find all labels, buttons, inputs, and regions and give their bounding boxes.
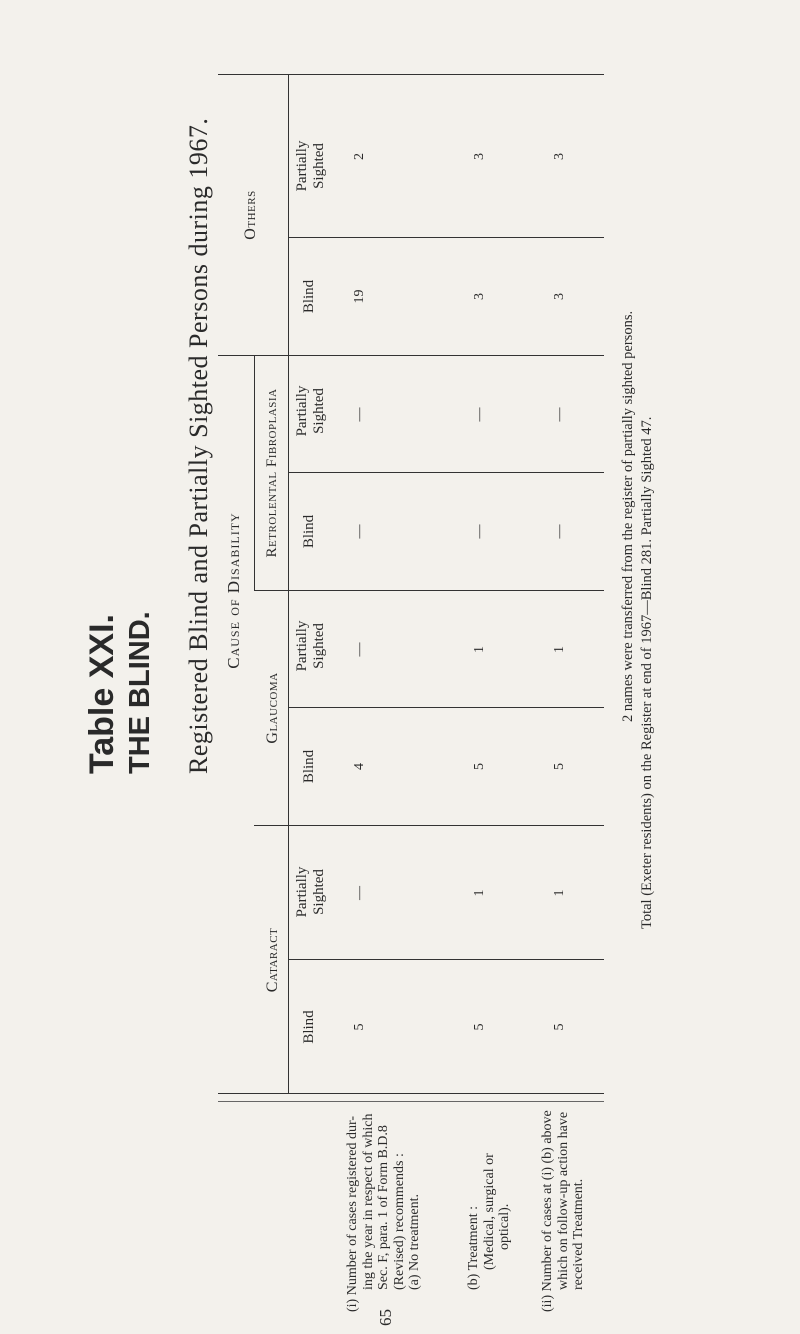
table-cell: — (352, 886, 367, 900)
table-cell: 1 (472, 646, 487, 653)
group-header-underline (288, 75, 289, 1094)
table-cell: 1 (552, 646, 567, 653)
subheader-partially-sighted: Partially Sighted (294, 866, 327, 918)
table-cell: 5 (552, 763, 567, 770)
group-header-others: Others (242, 190, 259, 240)
table-cell: 5 (552, 1023, 567, 1031)
table-cell: 1 (472, 889, 487, 897)
table-cell: — (352, 524, 367, 539)
blind-persons-table (218, 74, 604, 1094)
cause-of-disability-header: Cause of Disability (224, 512, 243, 669)
table-cell: 19 (352, 289, 367, 304)
table-cell: 3 (552, 293, 567, 300)
table-cell: — (352, 407, 367, 422)
table-cell: — (352, 642, 367, 657)
row-label-i-b: (b) Treatment : (Medical, surgical or optical). (466, 1153, 512, 1290)
footnote-total: Total (Exeter residents) on the Register at end of 1967—Blind 281. Partially Sighted 47. (639, 416, 655, 929)
table-cell: 3 (472, 293, 487, 300)
row-label-divider (218, 1101, 604, 1102)
subheader-partially-sighted: Partially Sighted (294, 620, 327, 672)
subheader-blind: Blind (301, 514, 317, 549)
subheader-blind: Blind (301, 279, 317, 314)
table-cell: — (552, 524, 567, 539)
table-cell: 4 (352, 763, 367, 770)
table-cell: — (472, 524, 487, 539)
table-cell: 5 (472, 763, 487, 770)
group-header-retrolental-fibroplasia: Retrolental Fibroplasia (264, 388, 280, 558)
group-header-glaucoma: Glaucoma (264, 672, 281, 744)
subheader-blind: Blind (301, 749, 317, 784)
cause-header-underline (254, 356, 255, 591)
page-number: 65 (376, 1309, 395, 1326)
table-label: Table XXI. (83, 614, 121, 774)
table-cell: 5 (352, 1023, 367, 1031)
table-cell: — (472, 407, 487, 422)
table-cell: 5 (472, 1023, 487, 1031)
footnote-transfer: 2 names were transferred from the register of partially sighted persons. (620, 310, 636, 722)
table-cell: 3 (472, 153, 487, 160)
table-cell: 1 (552, 889, 567, 897)
table-cell: 2 (352, 153, 367, 160)
subheader-blind: Blind (301, 1010, 317, 1044)
table-title: Registered Blind and Partially Sighted Persons during 1967. (184, 117, 213, 774)
subheader-partially-sighted: Partially Sighted (294, 140, 327, 192)
table-cell: 3 (552, 153, 567, 160)
row-label-i-a: (i) Number of cases registered dur- ing the year in respect of which Sec. F, para. 1 of Form B.D.8 (Revised) recommends : (a) No treatment. (345, 1113, 422, 1312)
subheader-partially-sighted: Partially Sighted (294, 385, 327, 437)
row-label-ii: (ii) Number of cases at (i) (b) above which on follow-up action have received Treatment. (540, 1110, 586, 1312)
section-title: THE BLIND. (124, 611, 156, 774)
table-cell: — (552, 407, 567, 422)
group-header-cataract: Cataract (264, 927, 281, 993)
